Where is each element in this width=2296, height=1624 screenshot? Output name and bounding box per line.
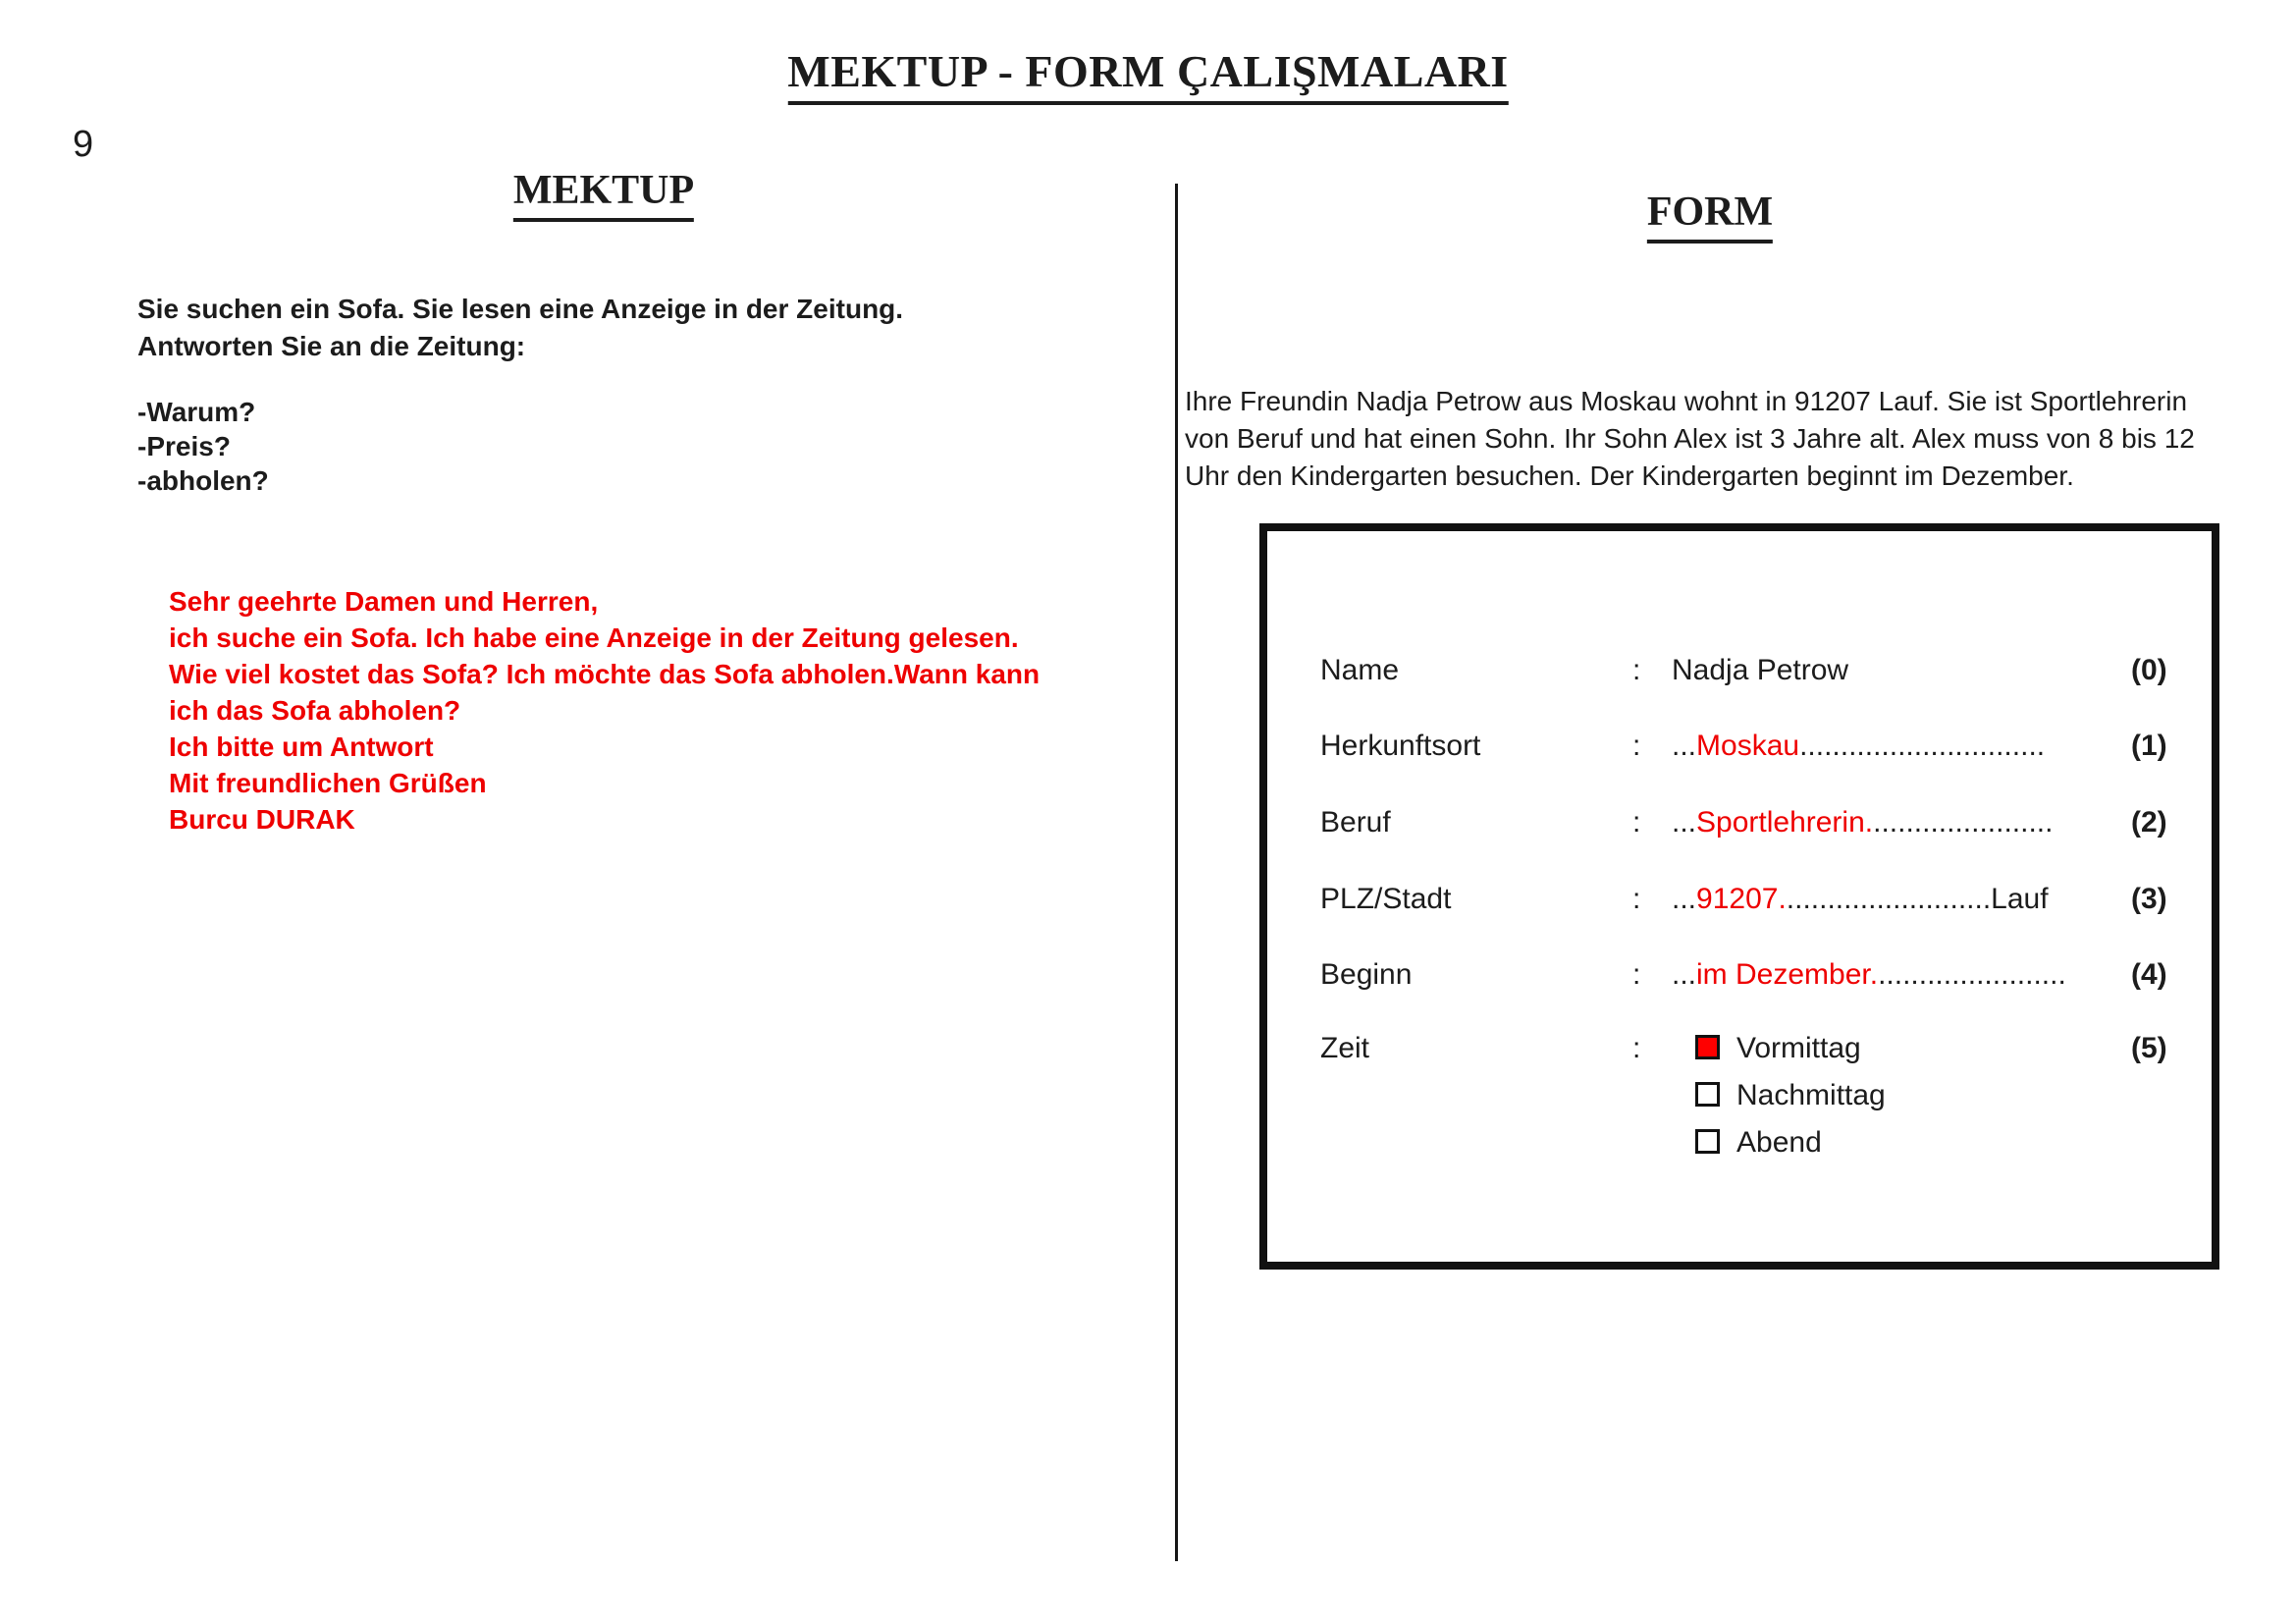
item-number-2: (2) [2131,806,2167,839]
form-box [1259,523,2219,1270]
page-title: MEKTUP - FORM ÇALIŞMALARI [787,45,1508,105]
abend-label: Abend [1736,1126,1822,1159]
name-value: Nadja Petrow [1672,654,1849,686]
item-number-5: (5) [2131,1032,2167,1064]
beginn-value [1672,958,2066,992]
form-row-herkunftsort [1267,730,2212,763]
zeit-option-vormittag [1695,1028,1886,1075]
mektup-instructions: Sie suchen ein Sofa. Sie lesen eine Anzeige in der Zeitung. Antworten Sie an die Zeitung: [137,294,904,361]
abend-checkbox-icon [1695,1129,1720,1154]
herkunftsort-answer: Moskau [1696,730,1800,762]
mektup-question-list: -Warum? -Preis? -abholen? [137,397,269,496]
zeit-option-nachmittag [1695,1075,1886,1122]
nachmittag-label: Nachmittag [1736,1079,1886,1111]
leader-dots: ....................... [1878,958,2066,991]
nachmittag-checkbox-icon [1695,1082,1720,1107]
colon: : [1632,654,1641,686]
form-heading: FORM [1647,189,1773,244]
colon: : [1632,806,1641,839]
beginn-answer: im Dezember. [1696,958,1879,991]
vormittag-checkbox-icon [1695,1035,1720,1059]
form-row-name [1267,654,2212,687]
leader-dots: ... [1672,958,1697,991]
colon: : [1632,1032,1641,1064]
beruf-label: Beruf [1320,806,1391,839]
vormittag-label: Vormittag [1736,1032,1861,1064]
sample-letter-text: Sehr geehrte Damen und Herren, ich suche ein Sofa. Ich habe eine Anzeige in der Zeitung gelesen. Wie viel kostet das Sofa? Ich möchte das Sofa abholen.Wann kann ich das Sofa abholen? Ich bitte um Antwort Mit freundlichen Grüßen Burcu DURAK [169,586,1041,835]
leader-dots: ... [1672,806,1697,839]
beginn-label: Beginn [1320,958,1413,991]
leader-dots: ...................... [1873,806,2054,839]
plz-stadt-value [1672,883,2049,916]
item-number-4: (4) [2131,958,2167,991]
herkunftsort-value [1672,730,2045,763]
column-divider [1175,184,1178,1561]
plz-answer: 91207. [1696,883,1787,915]
item-number-3: (3) [2131,883,2167,915]
beruf-answer: Sportlehrerin. [1696,806,1874,839]
item-number-0: (0) [2131,654,2167,686]
leader-dots: .............................. [1799,730,2046,762]
page-number: 9 [73,124,94,165]
form-row-beruf [1267,806,2212,839]
leader-dots: ......................... [1786,883,1992,915]
zeit-label: Zeit [1320,1032,1370,1064]
form-row-plz-stadt [1267,883,2212,916]
colon: : [1632,958,1641,991]
colon: : [1632,883,1641,915]
stadt-suffix: Lauf [1991,883,2049,915]
item-number-1: (1) [2131,730,2167,762]
form-row-beginn [1267,958,2212,992]
leader-dots: ... [1672,730,1697,762]
zeit-options [1695,1028,1886,1169]
mektup-heading: MEKTUP [513,167,694,222]
colon: : [1632,730,1641,762]
form-instructions: Ihre Freundin Nadja Petrow aus Moskau wohnt in 91207 Lauf. Sie ist Sportlehrerin von Beruf und hat einen Sohn. Ihr Sohn Alex ist 3 Jahre alt. Alex muss von 8 bis 12 Uhr den Kindergarten besuchen. Der Kindergarten beginnt im Dezember. [1185,386,2195,491]
herkunftsort-label: Herkunftsort [1320,730,1481,762]
leader-dots: ... [1672,883,1697,915]
name-label: Name [1320,654,1400,686]
zeit-option-abend [1695,1122,1886,1169]
beruf-value [1672,806,2053,839]
plz-stadt-label: PLZ/Stadt [1320,883,1452,915]
